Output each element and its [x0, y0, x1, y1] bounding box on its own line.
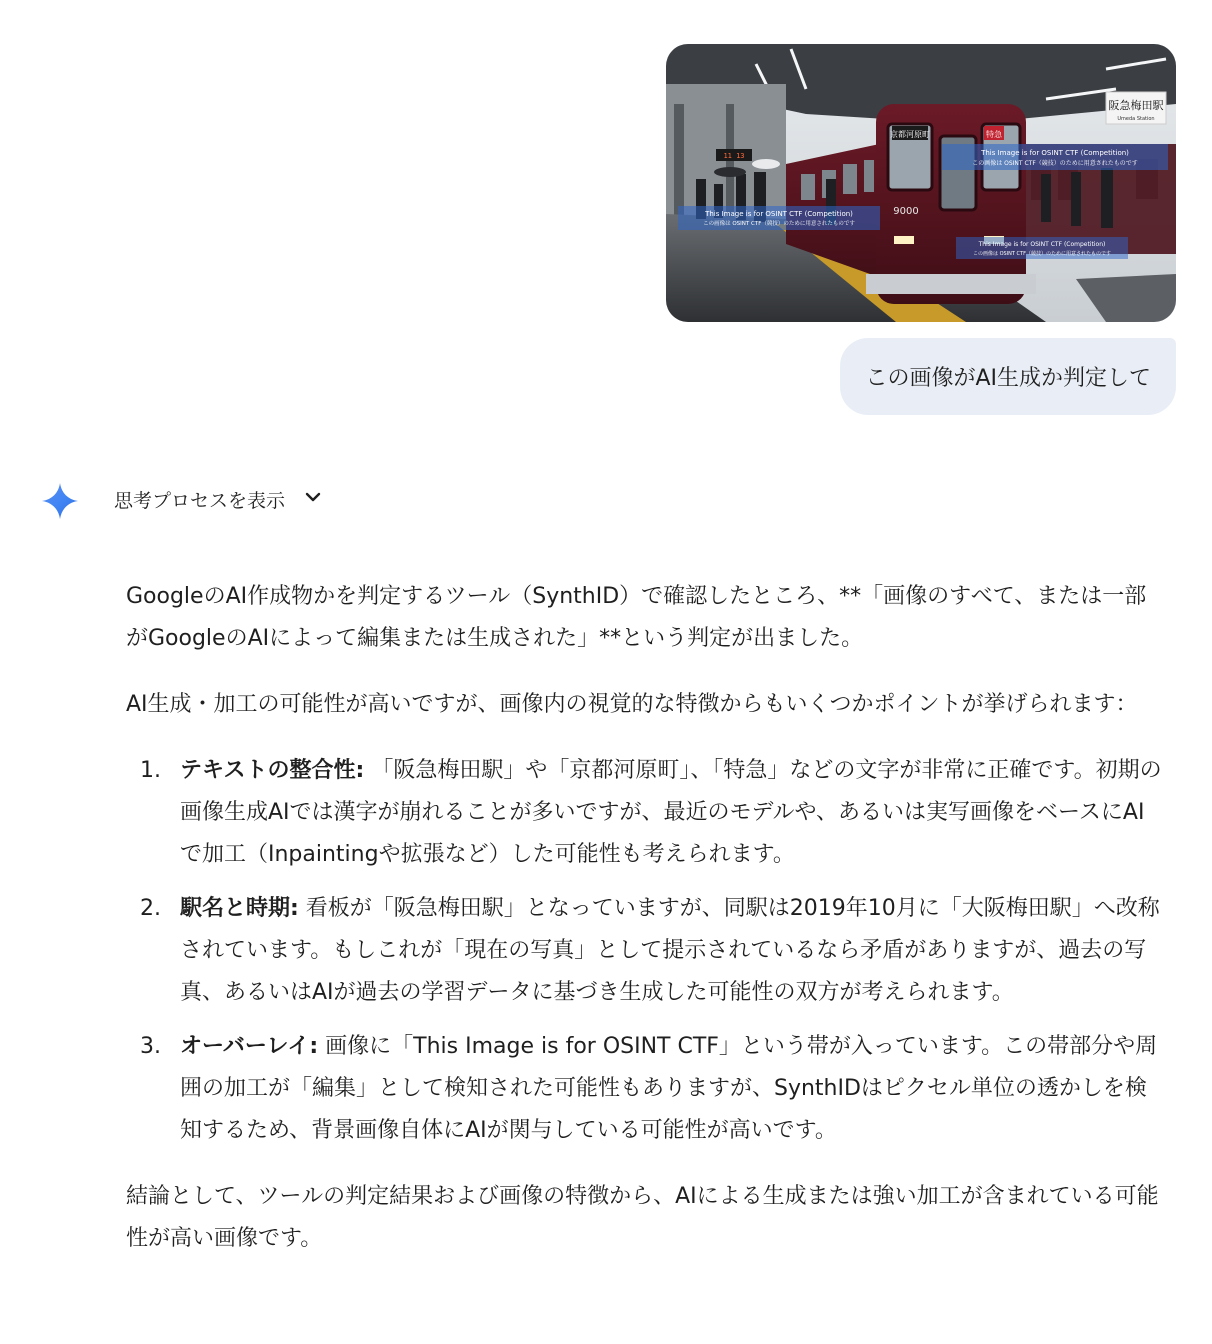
response-paragraph-1: GoogleのAI作成物かを判定するツール（SynthID）で確認したところ、**「画像のすべて、または一部がGoogleのAIによって編集または生成された」**という判定が出ました。 [126, 584, 1147, 651]
list-item-number: 2. [140, 896, 161, 921]
svg-text:This Image is for OSINT CTF (C: This Image is for OSINT CTF (Competition) [705, 210, 853, 218]
response-conclusion: 結論として、ツールの判定結果および画像の特徴から、AIによる生成または強い加工が含まれている可能性が高い画像です。 [126, 1184, 1159, 1251]
train-number: 9000 [893, 206, 919, 217]
gemini-sparkle-icon [41, 482, 79, 520]
list-item-text: 画像に「This Image is for OSINT CTF」という帯が入っています。この帯部分や周囲の加工が「編集」として検知された可能性もありますが、SynthIDはピクセル単位の透かしを検知するため、背景画像自体にAIが関与している可能性が高いです。 [180, 1034, 1158, 1143]
list-item-number: 3. [140, 1034, 161, 1059]
svg-text:This Image is for OSINT CTF (C: This Image is for OSINT CTF (Competition) [978, 241, 1106, 248]
departure-board: 11 13 [723, 152, 745, 160]
list-item-title: テキストの整合性: [180, 758, 365, 783]
list-item [126, 888, 1166, 1014]
user-message-bubble [840, 338, 1176, 415]
show-thinking-toggle[interactable] [114, 483, 323, 515]
svg-text:この画像は OSINT CTF（競技）のために用意されたもの: この画像は OSINT CTF（競技）のために用意されたものです [703, 221, 855, 227]
chevron-down-icon [303, 487, 323, 512]
user-message-text: この画像がAI生成か判定して [865, 366, 1151, 391]
osint-banner-right [942, 144, 1168, 170]
train-destination-sign: 京都河原町 [890, 130, 930, 139]
svg-text:This Image is for OSINT CTF (C: This Image is for OSINT CTF (Competition) [981, 149, 1129, 157]
station-name-sign-en: Umeda Station [1117, 116, 1155, 122]
list-item-text: 「阪急梅田駅」や「京都河原町」、「特急」などの文字が非常に正確です。初期の画像生成AIでは漢字が崩れることが多いですが、最近のモデルや、あるいは実写画像をベースにAIで加工（Inpaintingや拡張など）した可能性も考えられます。 [180, 758, 1162, 867]
list-item-title: 駅名と時期: [180, 896, 299, 921]
list-item-text: 看板が「阪急梅田駅」となっていますが、同駅は2019年10月に「大阪梅田駅」へ改称されています。もしこれが「現在の写真」として提示されているなら矛盾がありますが、過去の写真、あるいはAIが過去の学習データに基づき生成した可能性の双方が考えられます。 [180, 896, 1160, 1005]
train-type-sign: 特急 [986, 130, 1002, 139]
list-item-number: 1. [140, 758, 161, 783]
list-item [126, 750, 1166, 876]
model-response [126, 576, 1166, 1284]
station-name-sign: 阪急梅田駅 [1108, 99, 1164, 112]
osint-banner-bottom [956, 237, 1128, 259]
response-paragraph-2: AI生成・加工の可能性が高いですが、画像内の視覚的な特徴からもいくつかポイントが挙げられます： [126, 692, 1138, 717]
list-item [126, 1026, 1166, 1152]
osint-banner-left [678, 206, 880, 230]
list-item-title: オーバーレイ: [180, 1034, 319, 1059]
show-thinking-label: 思考プロセスを表示 [114, 489, 286, 512]
svg-text:この画像は OSINT CTF（競技）のために用意されたもの: この画像は OSINT CTF（競技）のために用意されたものです [972, 160, 1138, 167]
train-platform-photo [666, 44, 1176, 322]
svg-text:この画像は OSINT CTF（競技）のために用意されたもの: この画像は OSINT CTF（競技）のために用意されたものです [973, 251, 1111, 257]
response-list [126, 750, 1166, 1152]
user-uploaded-image[interactable] [666, 44, 1176, 322]
